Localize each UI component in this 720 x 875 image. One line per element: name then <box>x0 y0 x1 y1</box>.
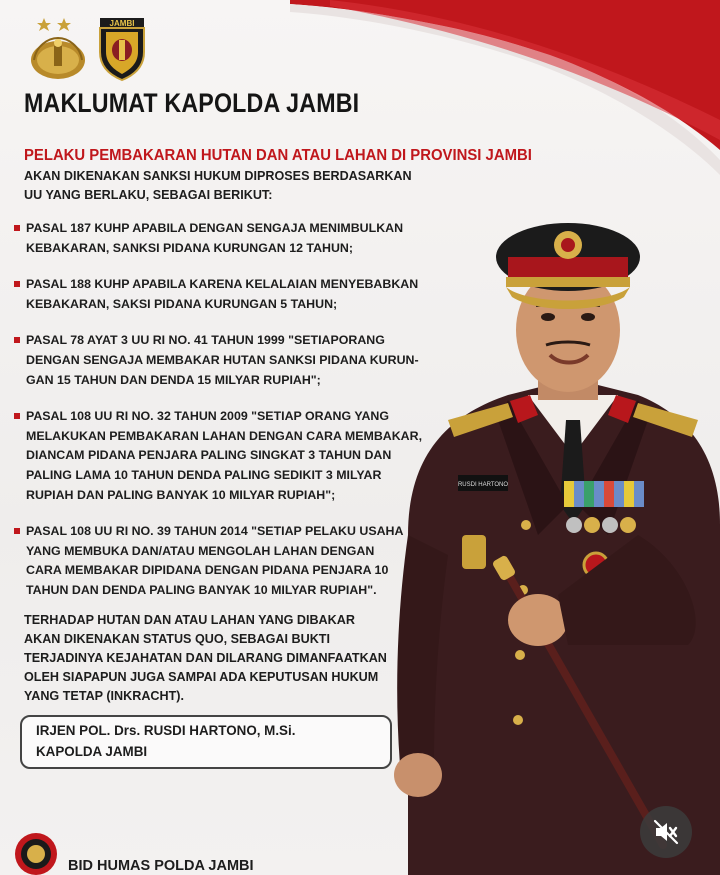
clause-line: RUPIAH DAN PALING BANYAK 10 MILYAR RUPIAH"; <box>26 487 336 502</box>
closing-line: OLEH SIAPAPUN JUGA SAMPAI ADA KEPUTUSAN HUKUM <box>24 670 379 684</box>
clause-line: PASAL 108 UU RI NO. 32 TAHUN 2009 "SETIAP ORANG YANG <box>26 409 390 424</box>
closing-line: TERHADAP HUTAN DAN ATAU LAHAN YANG DIBAKAR <box>24 613 355 627</box>
clause-line: MELAKUKAN PEMBAKARAN LAHAN DENGAN CARA MEMBAKAR, <box>26 428 423 443</box>
footer-org-name: BID HUMAS POLDA JAMBI <box>68 858 254 874</box>
notice-subtitle: PELAKU PEMBAKARAN HUTAN DAN ATAU LAHAN DI PROVINSI JAMBI <box>24 147 532 164</box>
intro-line: UU YANG BERLAKU, SEBAGAI BERIKUT: <box>24 188 273 202</box>
clause-line: DIANCAM PIDANA PENJARA PALING SINGKAT 3 TAHUN DAN <box>26 448 392 463</box>
speaker-muted-icon <box>653 819 679 845</box>
clause-line: KEBAKARAN, SANKSI PIDANA KURUNGAN 12 TAHUN; <box>26 240 353 255</box>
officer-name-tag: RUSDI HARTONO <box>457 482 509 488</box>
clause-line: KEBAKARAN, SAKSI PIDANA KURUNGAN 5 TAHUN; <box>26 296 338 311</box>
closing-line: YANG TETAP (INKRACHT). <box>24 689 184 703</box>
bullet-square-icon <box>14 528 20 534</box>
officer-portrait <box>388 205 720 875</box>
bullet-square-icon <box>14 225 20 231</box>
clause-line: PASAL 78 AYAT 3 UU RI NO. 41 TAHUN 1999 "SETIAPORANG <box>26 333 385 348</box>
humas-emblem-icon <box>14 832 58 875</box>
signatory-name: IRJEN POL. Drs. RUSDI HARTONO, M.Si. <box>36 723 296 738</box>
mute-toggle-button[interactable] <box>640 806 692 858</box>
clause-line: CARA MEMBAKAR DIPIDANA DENGAN PIDANA PENJARA 10 <box>26 563 389 578</box>
tribrata-emblem-icon <box>26 16 90 82</box>
bullet-square-icon <box>14 413 20 419</box>
signatory-position: KAPOLDA JAMBI <box>36 744 148 759</box>
signature-box <box>20 715 392 769</box>
page-title: MAKLUMAT KAPOLDA JAMBI <box>24 88 360 118</box>
clause-line: PALING LAMA 10 TAHUN DENDA PALING SEDIKIT 3 MILYAR <box>26 467 382 482</box>
bullet-square-icon <box>14 281 20 287</box>
closing-statement <box>24 611 444 706</box>
notice-intro <box>24 167 494 205</box>
intro-line: AKAN DIKENAKAN SANKSI HUKUM DIPROSES BERDASARKAN <box>24 169 412 183</box>
closing-line: TERJADINYA KEJAHATAN DAN DILARANG DIMANFAATKAN <box>24 651 387 665</box>
clause-line: PASAL 108 UU RI NO. 39 TAHUN 2014 "SETIAP PELAKU USAHA <box>26 524 404 539</box>
clause-line: GAN 15 TAHUN DAN DENDA 15 MILYAR RUPIAH"; <box>26 372 321 387</box>
clause-line: DENGAN SENGAJA MEMBAKAR HUTAN SANKSI PIDANA KURUN- <box>26 352 419 367</box>
clause-line: PASAL 187 KUHP APABILA DENGAN SENGAJA MENIMBULKAN <box>26 221 404 235</box>
bullet-square-icon <box>14 337 20 343</box>
closing-line: AKAN DIKENAKAN STATUS QUO, SEBAGAI BUKTI <box>24 632 330 646</box>
clause-line: PASAL 188 KUHP APABILA KARENA KELALAIAN MENYEBABKAN <box>26 277 419 292</box>
clause-line: YANG MEMBUKA DAN/ATAU MENGOLAH LAHAN DENGAN <box>26 543 375 558</box>
polda-jambi-shield-icon <box>96 12 148 82</box>
clause-line: TAHUN DAN DENDA PALING BANYAK 10 MILYAR RUPIAH". <box>26 582 377 597</box>
logo-jambi-text: JAMBI <box>109 19 135 28</box>
